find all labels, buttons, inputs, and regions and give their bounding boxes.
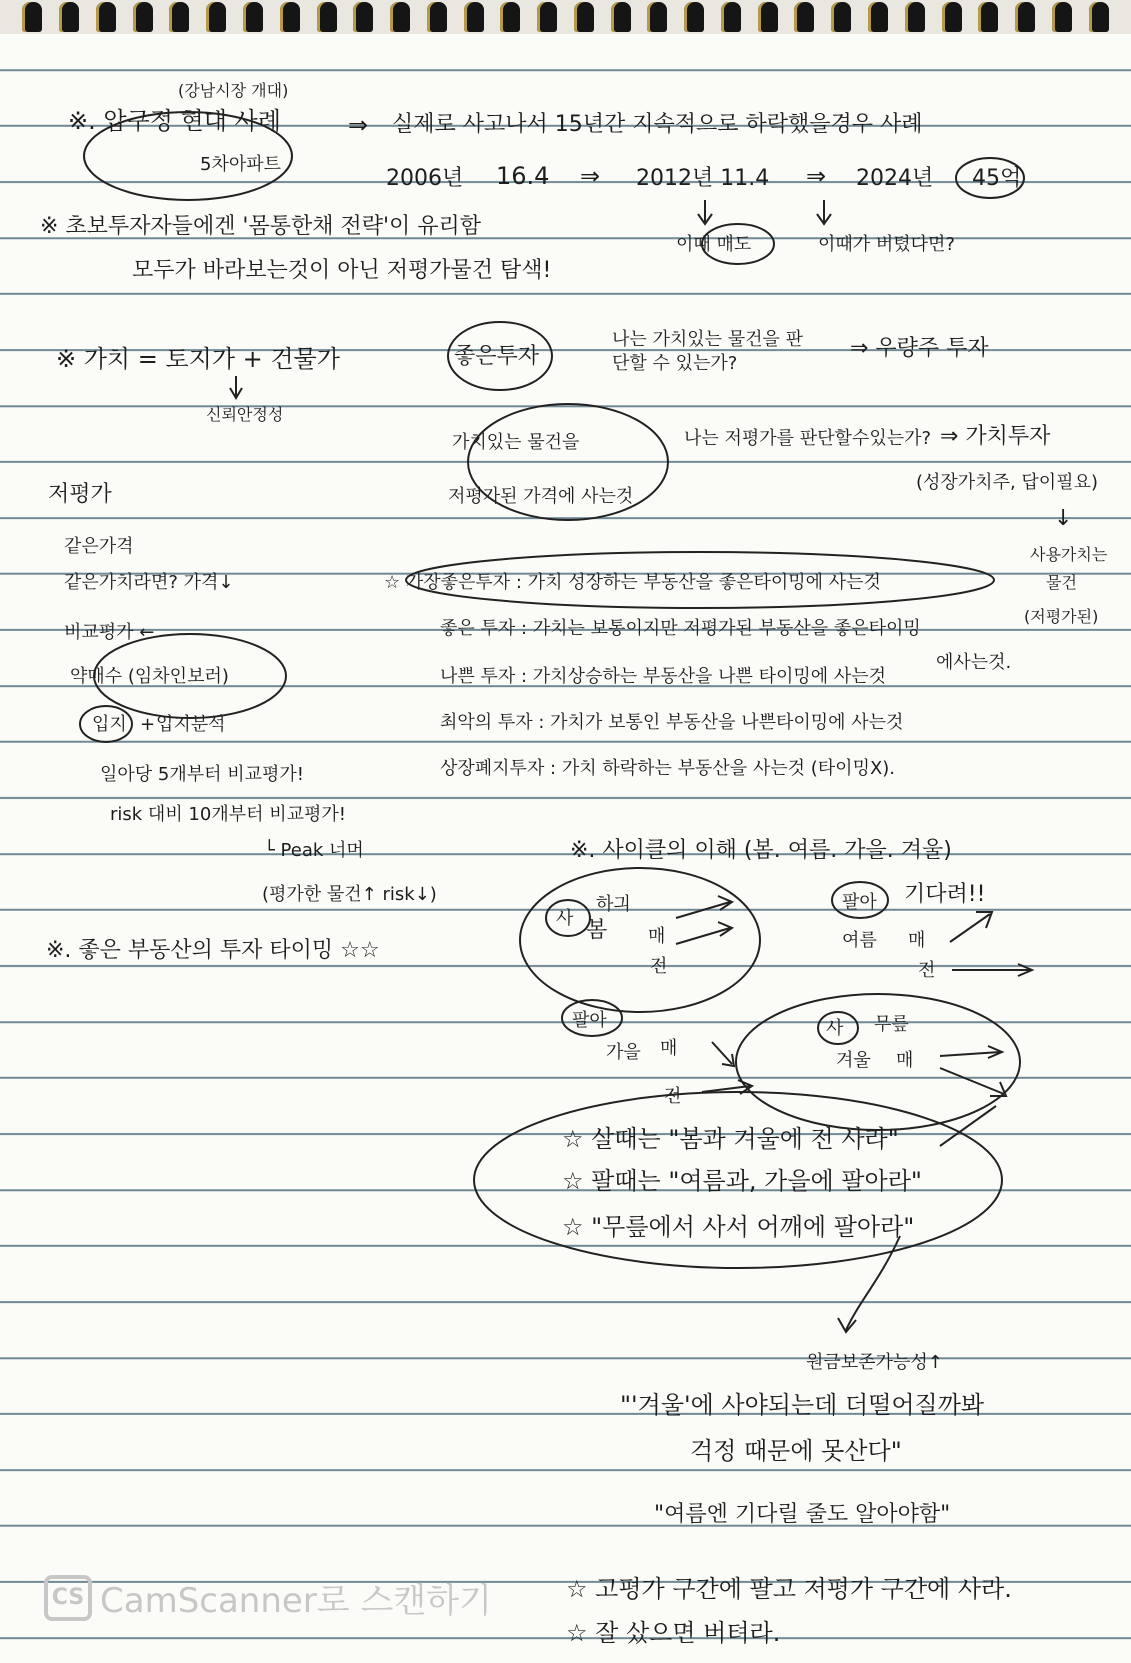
arrow-d [952, 964, 1032, 976]
best-investment: ☆ 가장좋은투자 : 가치 성장하는 부동산을 좋은타이밍에 사는것 [384, 572, 881, 593]
buy-mark-circle-1 [546, 900, 590, 936]
rules-circle [474, 1092, 1002, 1268]
good-invest-label: 좋은투자 [454, 344, 540, 369]
spring-buy-mark: 사 [556, 908, 574, 929]
winter-label: 겨울 [836, 1050, 871, 1071]
summer-wait: 기다려!! [904, 882, 986, 907]
spring-sub: 하긔 [596, 894, 631, 915]
buy-rule: ☆ 살때는 "봄과 겨울에 전 사라" [562, 1125, 899, 1153]
delisting-investment: 상장폐지투자 : 가치 하락하는 부동산을 사는것 (타이밍X). [440, 758, 896, 779]
example-text: 실제로 사고나서 15년간 지속적으로 하락했을경우 사례 [392, 112, 923, 137]
sell-circle [702, 224, 774, 264]
summer-maemae: 매 [908, 930, 926, 951]
down-arrow: ↓ [1054, 506, 1073, 531]
price-2006: 16.4 [496, 162, 550, 190]
camscanner-text: CamScanner로 스캔하기 [100, 1581, 492, 1621]
location-circled: 입지 [92, 714, 127, 735]
sell-here-note: 이때 매도 [676, 234, 752, 255]
spring-circle [520, 868, 760, 1012]
winter-maemae: 매 [896, 1050, 914, 1071]
compare-five: 일아당 5개부터 비교평가! [100, 764, 304, 785]
location-circle [80, 706, 132, 742]
arrow-b [676, 922, 732, 944]
summer-label: 여름 [842, 930, 877, 951]
right-note-2: 물건 [1046, 573, 1077, 592]
autumn-maemae: 매 [660, 1038, 678, 1059]
arrow-g [940, 1046, 1002, 1058]
location-analysis: 입지분석 [156, 714, 226, 735]
sell-rule: ☆ 팔때는 "여름과, 가을에 팔아라" [562, 1167, 922, 1195]
autumn-sell-mark: 팔아 [572, 1010, 607, 1031]
price-2024: 45억 [972, 166, 1022, 191]
buy-mark-circle-2 [818, 1012, 858, 1044]
spring-label: 봄 [586, 918, 608, 943]
bad-investment: 나쁜 투자 : 가치상승하는 부동산을 나쁜 타이밍에 사는것 [440, 666, 887, 687]
down-arrow-1 [698, 200, 712, 224]
principal-note: 원금보존가능성↑ [806, 1352, 943, 1373]
peak-note: └ Peak 너머 [264, 840, 364, 861]
good-investment: 좋은 투자 : 가치는 보통이지만 저평가된 부동산을 좋은타이밍 [440, 618, 921, 639]
arrow-2012: ⇒ [806, 162, 827, 190]
rent-circle [94, 634, 286, 718]
ratio-note: (평가한 물건↑ risk↓) [262, 884, 437, 905]
question-undervalue: 나는 저평가를 판단할수있는가? [684, 428, 932, 449]
apgujeong-title: ※. 압구정 현대 사례 [68, 107, 281, 135]
apgujeong-note: (강남시장 개대) [178, 81, 289, 100]
compare-ten: risk 대비 10개부터 비교평가! [110, 804, 346, 825]
camscanner-logo: CS [44, 1575, 92, 1621]
summer-jeonse: 전 [918, 960, 936, 981]
same-value: 같은가치라면? 가격↓ [64, 572, 234, 593]
arrow-a [676, 896, 732, 918]
value-formula: ※ 가치 = 토지가 + 건물가 [56, 345, 340, 373]
arrow: ⇒ [348, 111, 369, 139]
knee-shoulder-rule: ☆ "무릎에서 사서 어깨에 팔아라" [562, 1213, 915, 1241]
good-invest-circle [448, 322, 552, 390]
spring-maemae: 매 [648, 926, 666, 947]
same-price: 같은가격 [64, 536, 134, 557]
best-invest-circle [406, 552, 994, 608]
hold-on: ☆ 잘 샀으면 버텨라. [566, 1619, 781, 1647]
arrow-c [950, 912, 992, 942]
rent-check: 약매수 (임차인보러) [70, 666, 229, 687]
spring-jeonse: 전 [650, 956, 668, 977]
value-down-arrow [230, 376, 242, 398]
price-circle [956, 158, 1024, 198]
arrow-e [712, 1042, 734, 1066]
beginner-strategy: ※ 초보투자자들에겐 '몸통한채 전략'이 유리함 [40, 214, 482, 239]
cycle-title: ※. 사이클의 이해 (봄. 여름. 가을. 겨울) [570, 838, 952, 863]
sell-high-buy-low: ☆ 고평가 구간에 팔고 저평가 구간에 사라. [566, 1575, 1012, 1603]
growth-invest: ⇒ 우량주 투자 [850, 336, 989, 361]
compare-eval: 비교평가 ← [64, 622, 155, 643]
circled-value-line2: 저평가된 가격에 사는것 [448, 486, 634, 507]
value-invest-note: (성장가치주, 답이필요) [916, 472, 1098, 493]
down-arrow-2 [817, 200, 831, 224]
winter-circle [736, 994, 1020, 1130]
summer-sell-mark: 팔아 [842, 892, 877, 913]
good-investment-tail: 에사는것. [936, 652, 1012, 673]
winter-sub: 무릎 [874, 1014, 909, 1035]
value-circle [468, 404, 668, 520]
question-value: 나는 가치있는 물건을 판단할 수 있는가? [612, 329, 804, 374]
winter-quote: "'겨울'에 사야되는데 더떨어질까봐 [620, 1391, 985, 1419]
right-note-3: (저평가된) [1024, 607, 1099, 626]
worst-investment: 최악의 투자 : 가치가 보통인 부동산을 나쁜타이밍에 사는것 [440, 712, 904, 733]
arrow-h [940, 1068, 1006, 1096]
winter-buy-mark: 사 [826, 1018, 844, 1039]
timing-heading: ※. 좋은 부동산의 투자 타이밍 ☆☆ [46, 938, 380, 963]
value-invest: ⇒ 가치투자 [940, 424, 1051, 449]
apartment-label: 5차아파트 [200, 154, 282, 175]
plus-sign: + [140, 714, 156, 735]
apt-circle [84, 112, 292, 200]
autumn-label: 가을 [606, 1042, 641, 1063]
camscanner-watermark [44, 1573, 492, 1622]
right-note-1: 사용가치는 [1030, 545, 1108, 564]
hold-here-note: 이때가 버텼다면? [818, 234, 955, 255]
sell-mark-circle-1 [832, 882, 888, 918]
arrow-2006: ⇒ [580, 162, 601, 190]
year-2024: 2024년 [856, 166, 934, 191]
year-2012: 2012년 11.4 [636, 166, 770, 191]
undervalue-heading: 저평가 [48, 482, 112, 507]
value-sub-note: 신뢰안정성 [206, 405, 284, 424]
worry-quote: 걱정 때문에 못산다" [690, 1437, 902, 1465]
arrow-down-note [838, 1236, 900, 1332]
circled-value-line1: 가치있는 물건을 [452, 432, 580, 453]
summer-quote: "여름엔 기다릴 줄도 알아야함" [654, 1502, 951, 1527]
autumn-jeonse: 전 [664, 1086, 682, 1107]
year-2006: 2006년 [386, 166, 464, 191]
search-undervalued: 모두가 바라보는것이 아닌 저평가물건 탐색! [132, 258, 552, 283]
